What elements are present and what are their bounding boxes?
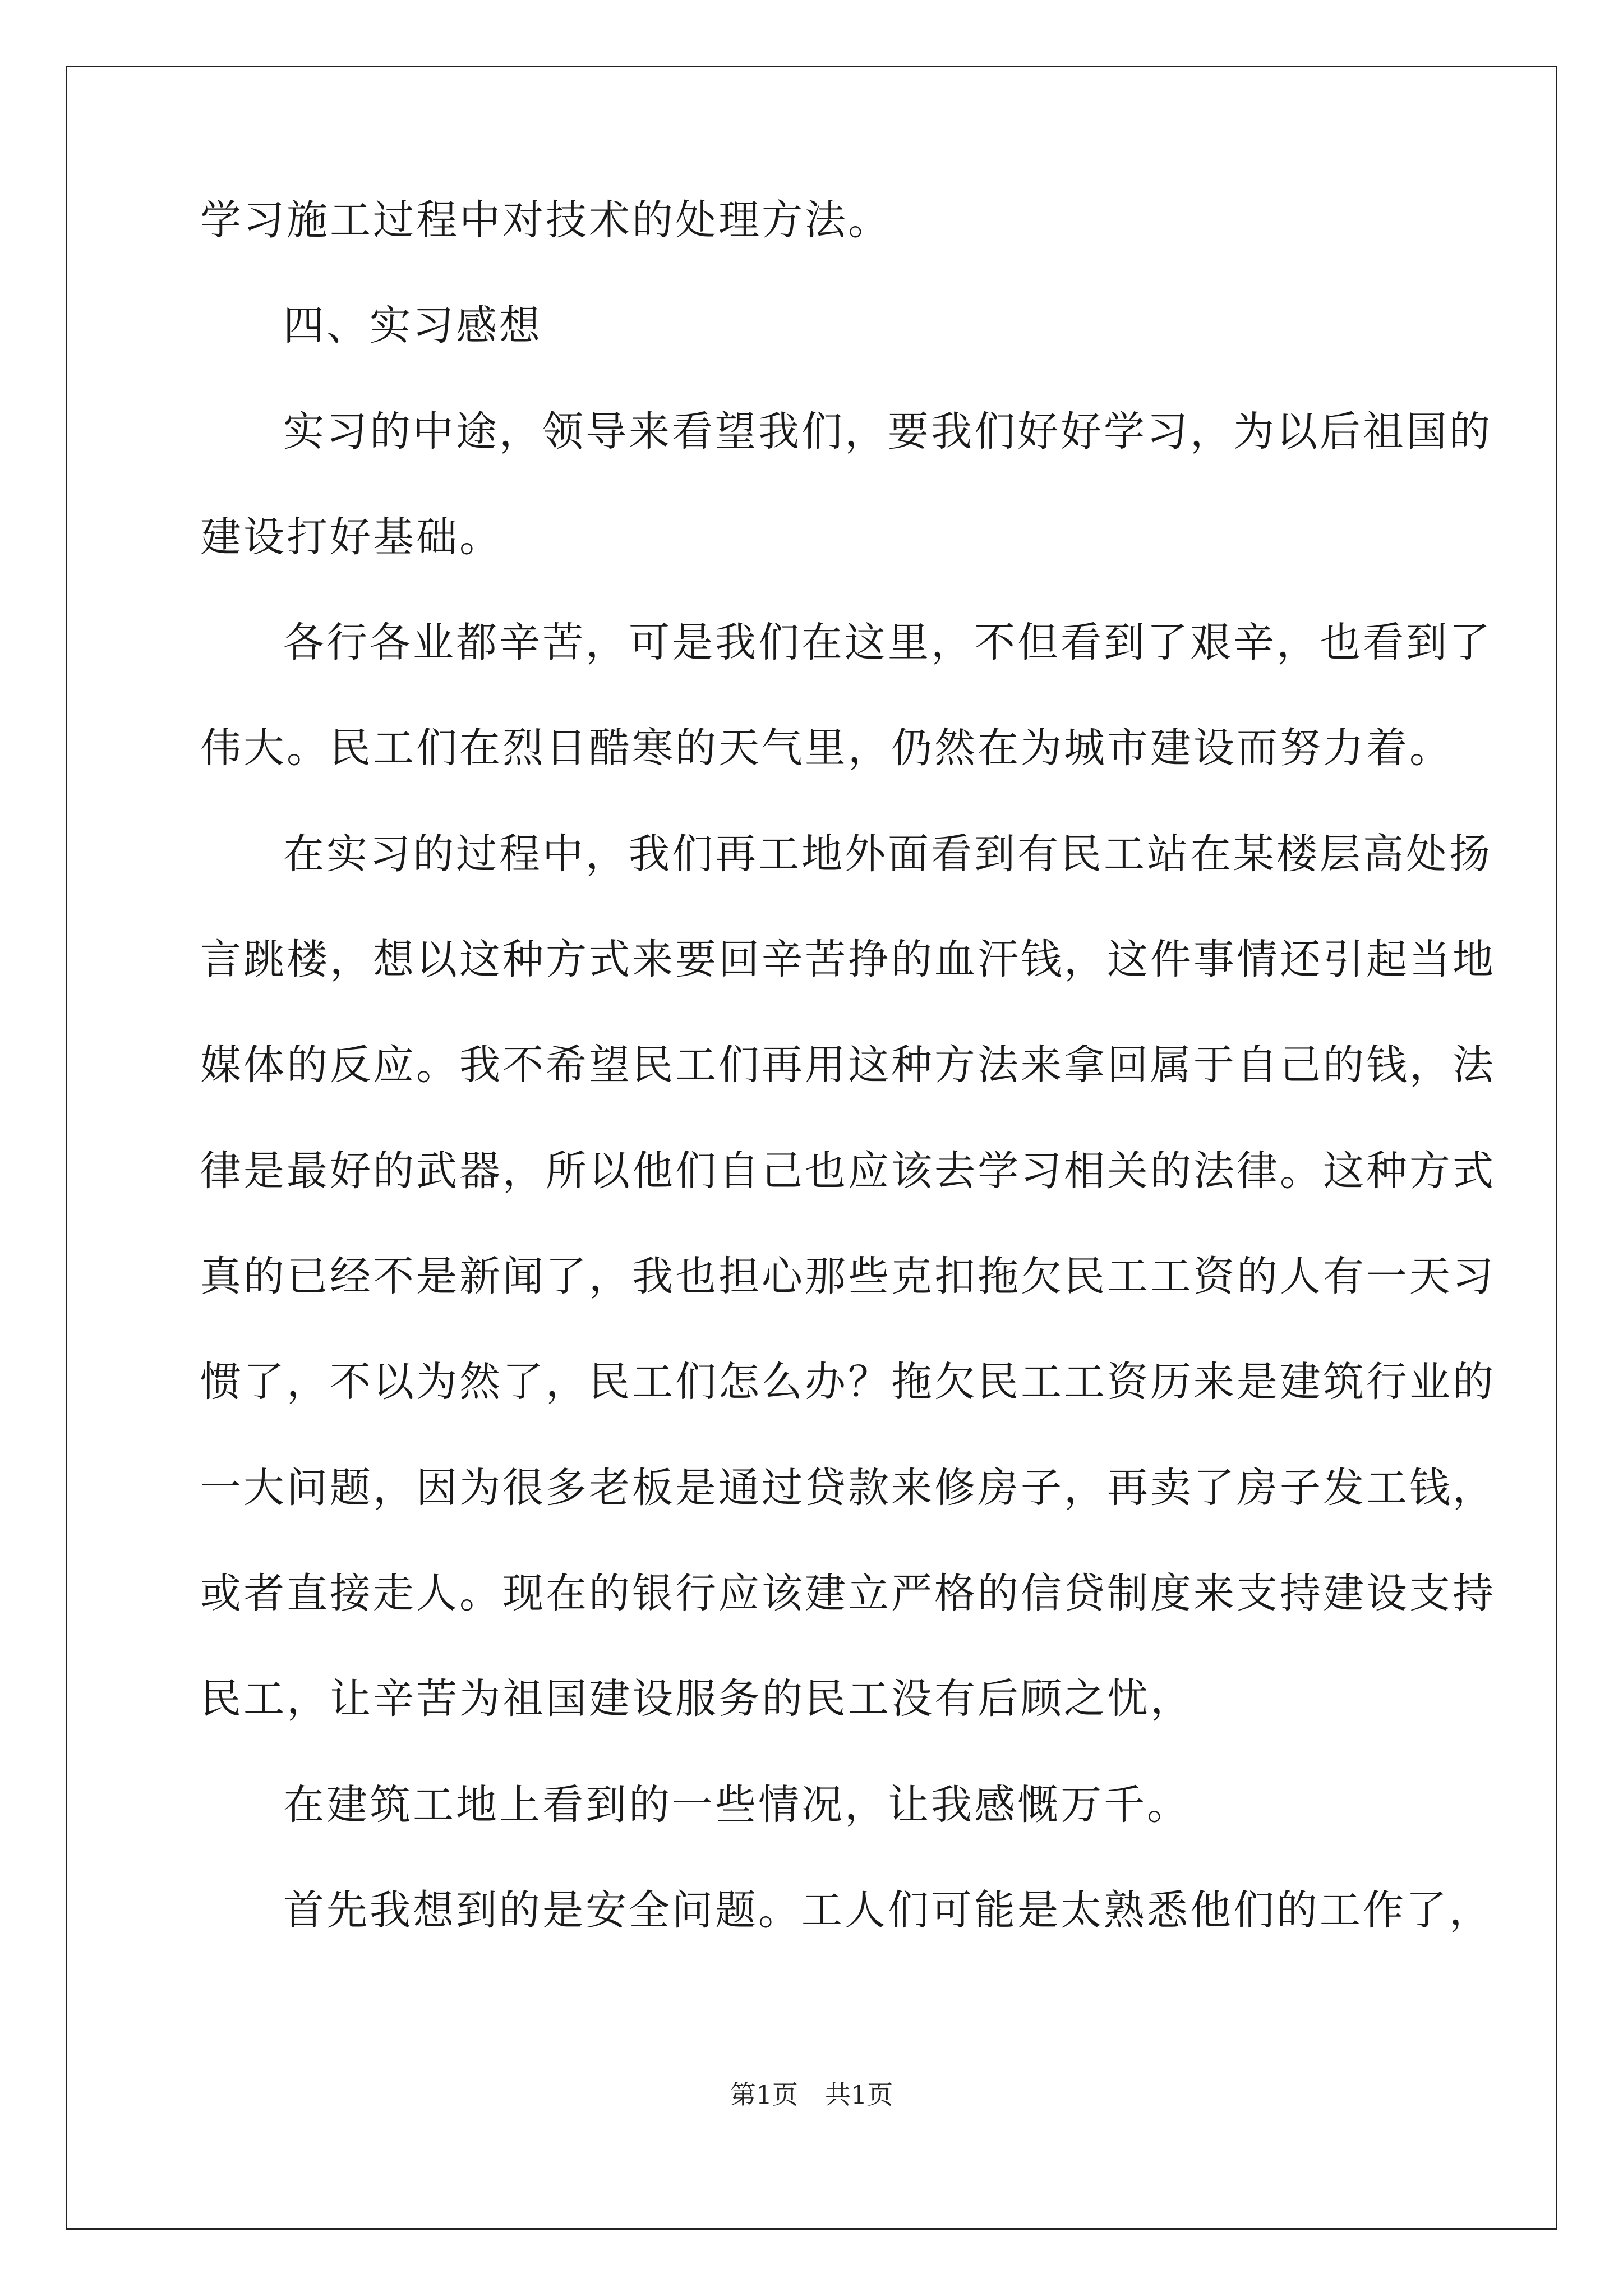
text-line: 惯了，不以为然了，民工们怎么办？拖欠民工工资历来是建筑行业的 [200,1358,1496,1406]
page-total: 共1页 [825,2079,893,2110]
text-line: 媒体的反应。我不希望民工们再用这种方法来拿回属于自己的钱，法 [200,1041,1496,1089]
text-line: 在实习的过程中，我们再工地外面看到有民工站在某楼层高处扬 [283,830,1492,878]
text-line: 在建筑工地上看到的一些情况，让我感慨万千。 [283,1781,1190,1829]
text-line: 首先我想到的是安全问题。工人们可能是太熟悉他们的工作了， [283,1887,1492,1934]
text-line: 实习的中途，领导来看望我们，要我们好好学习，为以后祖国的 [283,408,1492,455]
text-line: 或者直接走人。现在的银行应该建立严格的信贷制度来支持建设支持 [200,1570,1496,1617]
text-line: 真的已经不是新闻了，我也担心那些克扣拖欠民工工资的人有一天习 [200,1253,1496,1300]
text-line: 一大问题，因为很多老板是通过贷款来修房子，再卖了房子发工钱， [200,1464,1496,1512]
page-number: 第1页 [730,2079,798,2110]
text-line: 民工，让辛苦为祖国建设服务的民工没有后顾之忧， [200,1675,1193,1723]
text-line: 言跳楼，想以这种方式来要回辛苦挣的血汗钱，这件事情还引起当地 [200,936,1496,983]
text-line: 建设打好基础。 [200,513,502,561]
text-line: 律是最好的武器，所以他们自己也应该去学习相关的法律。这种方式 [200,1147,1496,1195]
text-line: 伟大。民工们在烈日酷寒的天气里，仍然在为城市建设而努力着。 [200,724,1453,772]
text-line: 各行各业都辛苦，可是我们在这里，不但看到了艰辛，也看到了 [283,619,1492,666]
page-footer [0,2078,1623,2111]
section-heading: 四、实习感想 [283,302,542,349]
text-line: 学习施工过程中对技术的处理方法。 [200,196,891,244]
